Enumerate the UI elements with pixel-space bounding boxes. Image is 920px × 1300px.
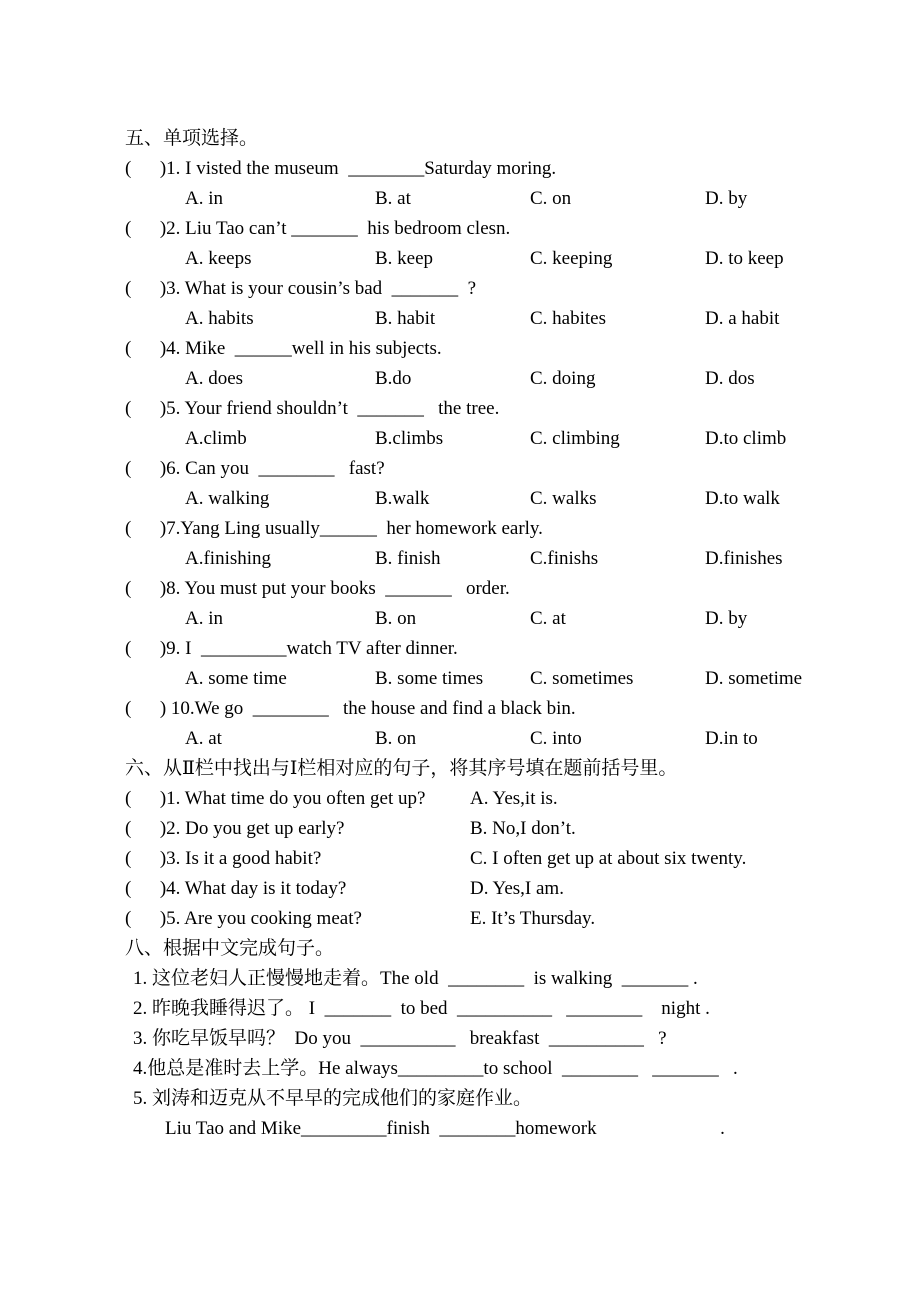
- question-line: ( )2. Liu Tao can’t _______ his bedroom clesn.: [125, 218, 511, 239]
- match-question: ( )4. What day is it today?: [125, 878, 347, 899]
- option-b: B. on: [375, 608, 417, 629]
- match-question: ( )2. Do you get up early?: [125, 818, 345, 839]
- option-c: C. walks: [530, 488, 597, 509]
- option-a: A. some time: [185, 668, 287, 689]
- match-question: ( )5. Are you cooking meat?: [125, 908, 362, 929]
- question-line: ( )7.Yang Ling usually______ her homework early.: [125, 518, 543, 539]
- options-row: [125, 364, 865, 394]
- option-c: C. habites: [530, 308, 606, 329]
- option-d: D.in to: [705, 728, 758, 749]
- options-row: [125, 664, 865, 694]
- option-c: C. at: [530, 608, 566, 629]
- question-line: ( )4. Mike ______well in his subjects.: [125, 338, 442, 359]
- option-a: A. in: [185, 608, 223, 629]
- options-row: [125, 724, 865, 754]
- options-row: [125, 244, 865, 274]
- option-c: C. on: [530, 188, 572, 209]
- option-d: D.to climb: [705, 428, 787, 449]
- option-a: A. walking: [185, 488, 270, 509]
- option-c: C. doing: [530, 368, 596, 389]
- completion-line: 3. 你吃早饭早吗？ Do you __________ breakfast __________ ?: [133, 1028, 667, 1049]
- completion-line: 2. 昨晚我睡得迟了。 I _______ to bed __________ ________ night .: [133, 998, 710, 1019]
- option-b: B.walk: [375, 488, 430, 509]
- option-a: A. habits: [185, 308, 254, 329]
- match-row: [125, 874, 865, 904]
- option-d: D. to keep: [705, 248, 784, 269]
- question-line: ( )1. I visted the museum ________Saturday moring.: [125, 158, 557, 179]
- options-row: [125, 604, 865, 634]
- option-b: B. some times: [375, 668, 484, 689]
- option-b: B. keep: [375, 248, 434, 269]
- option-b: B. at: [375, 188, 411, 209]
- question-line: ( )9. I _________watch TV after dinner.: [125, 638, 458, 659]
- option-c: C. keeping: [530, 248, 613, 269]
- match-answer: D. Yes,I am.: [470, 878, 564, 899]
- completion-line: Liu Tao and Mike_________finish ________homework .: [165, 1118, 725, 1139]
- option-a: A.climb: [185, 428, 247, 449]
- option-d: D. by: [705, 608, 748, 629]
- completion-line: 4.他总是准时去上学。He always_________to school ________ _______ .: [133, 1058, 738, 1079]
- option-c: C. into: [530, 728, 582, 749]
- match-answer: B. No,I don’t.: [470, 818, 576, 839]
- completion-line: 5. 刘涛和迈克从不早早的完成他们的家庭作业。: [133, 1088, 533, 1109]
- option-d: D.finishes: [705, 548, 783, 569]
- option-b: B. finish: [375, 548, 441, 569]
- question-line: ( )8. You must put your books _______ order.: [125, 578, 510, 599]
- option-d: D. by: [705, 188, 748, 209]
- option-d: D.to walk: [705, 488, 780, 509]
- match-question: ( )1. What time do you often get up?: [125, 788, 426, 809]
- option-b: B. habit: [375, 308, 436, 329]
- completion-line: 1. 这位老妇人正慢慢地走着。The old ________ is walking _______ .: [133, 968, 698, 989]
- option-d: D. a habit: [705, 308, 780, 329]
- section6-title: 六、从Ⅱ栏中找出与Ⅰ栏相对应的句子，将其序号填在题前括号里。: [125, 758, 678, 779]
- question-line: ( )5. Your friend shouldn’t _______ the tree.: [125, 398, 500, 419]
- match-row: [125, 814, 865, 844]
- options-row: [125, 304, 865, 334]
- question-line: ( ) 10.We go ________ the house and find a black bin.: [125, 698, 576, 719]
- match-answer: E. It’s Thursday.: [470, 908, 596, 929]
- option-c: C.finishs: [530, 548, 599, 569]
- options-row: [125, 424, 865, 454]
- option-c: C. sometimes: [530, 668, 634, 689]
- match-row: [125, 784, 865, 814]
- question-line: ( )3. What is your cousin’s bad _______ ?: [125, 278, 477, 299]
- option-c: C. climbing: [530, 428, 620, 449]
- option-b: B. on: [375, 728, 417, 749]
- options-row: [125, 184, 865, 214]
- option-a: A.finishing: [185, 548, 272, 569]
- match-question: ( )3. Is it a good habit?: [125, 848, 322, 869]
- option-d: D. sometime: [705, 668, 803, 689]
- question-line: ( )6. Can you ________ fast?: [125, 458, 385, 479]
- option-a: A. in: [185, 188, 223, 209]
- match-row: [125, 904, 865, 934]
- option-d: D. dos: [705, 368, 755, 389]
- match-answer: A. Yes,it is.: [470, 788, 558, 809]
- match-answer: C. I often get up at about six twenty.: [470, 848, 747, 869]
- option-b: B.climbs: [375, 428, 444, 449]
- section8-title: 八、根据中文完成句子。: [125, 938, 335, 959]
- option-a: A. at: [185, 728, 222, 749]
- options-row: [125, 484, 865, 514]
- option-a: A. keeps: [185, 248, 252, 269]
- options-row: [125, 544, 865, 574]
- match-row: [125, 844, 865, 874]
- option-b: B.do: [375, 368, 412, 389]
- section5-title: 五、单项选择。: [125, 128, 259, 149]
- option-a: A. does: [185, 368, 244, 389]
